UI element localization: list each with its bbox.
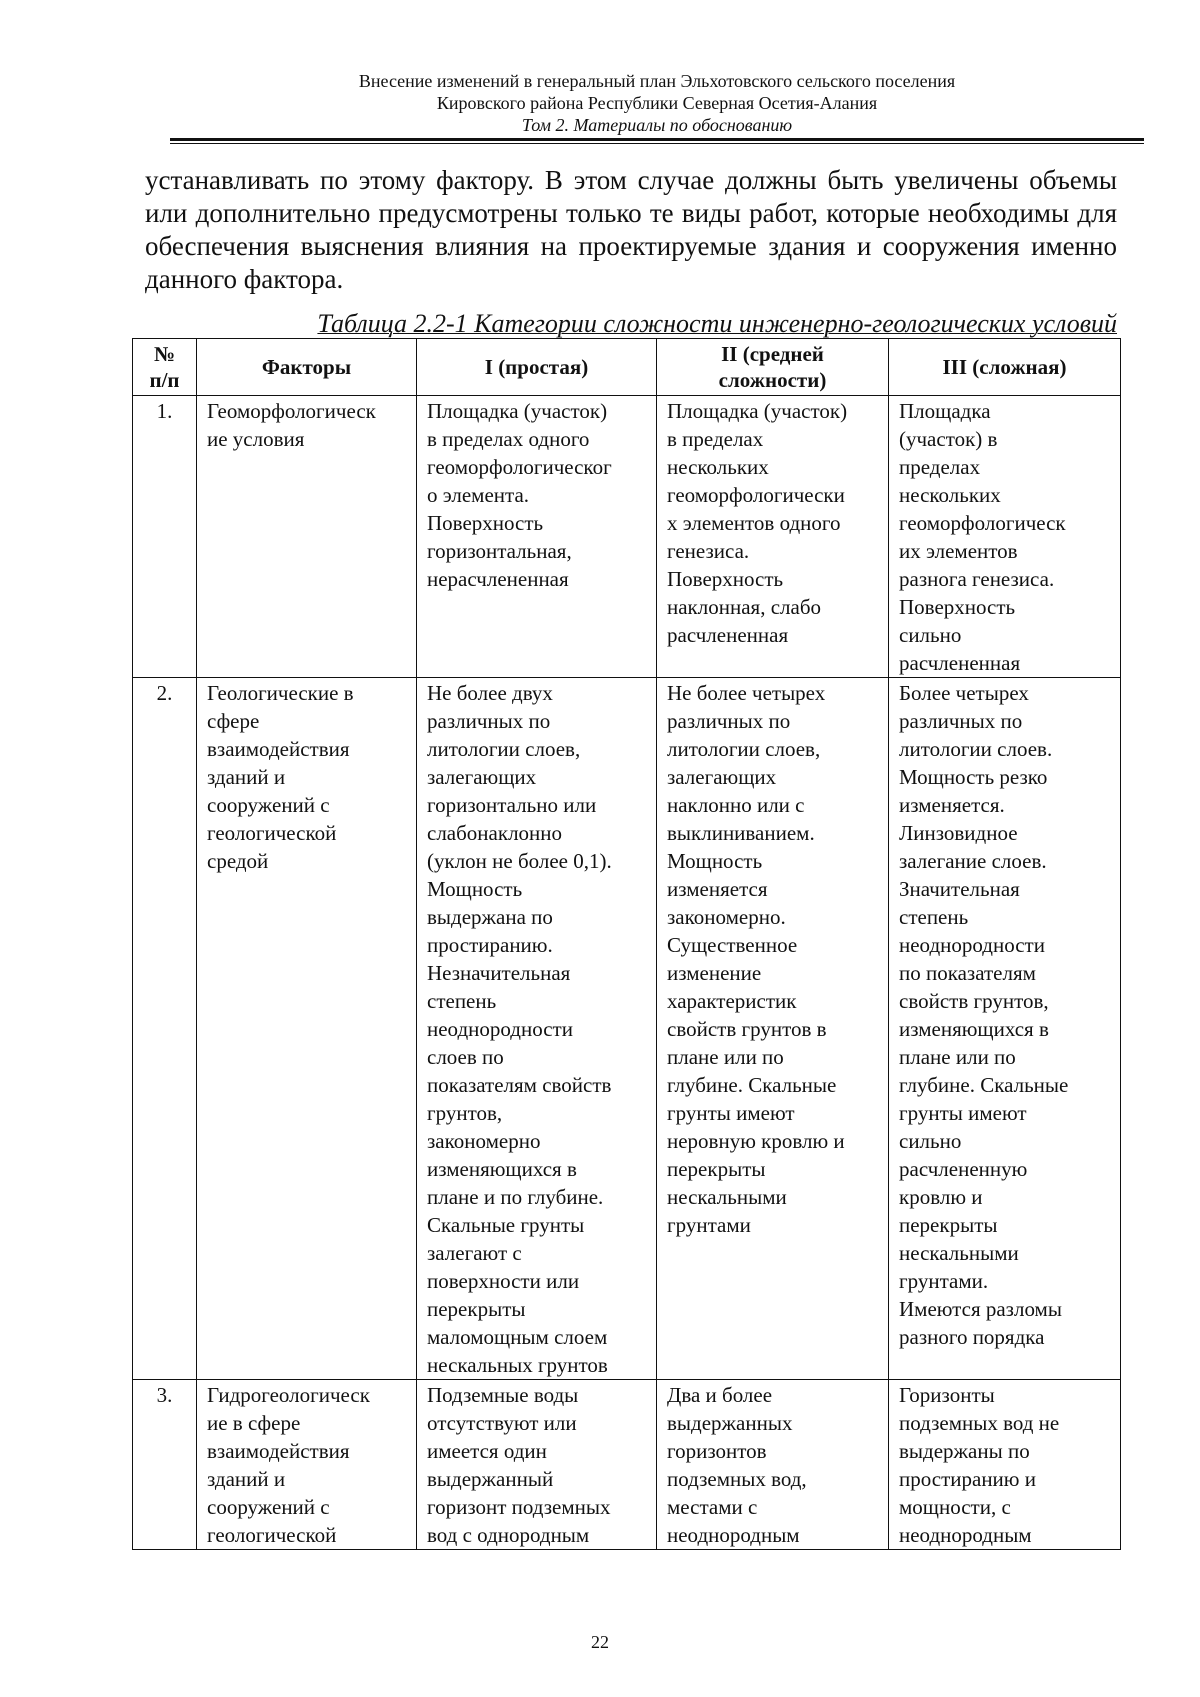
- row-category-simple: Подземные воды отсутствуют или имеется один выдержанный горизонт подземных вод с однородным: [417, 1380, 657, 1550]
- intro-paragraph: устанавливать по этому фактору. В этом случае должны быть увеличены объемы или дополнительно предусмотрены только те виды работ, которые необходимы для обеспечения выяснения влияния на проектируемые здания и сооружения именно данного фактора.: [145, 165, 1117, 294]
- header-num: № п/п: [133, 339, 197, 396]
- row-category-simple: Не более двух различных по литологии слоев, залегающих горизонтально или слабонаклонно (уклон не более 0,1). Мощность выдержана по простиранию. Незначительная степень неоднородности слоев по показателям свойств грунтов, закономерно изменяющихся в плане и по глубине. Скальные грунты залегают с поверхности или перекрыты маломощным слоем нескальных грунтов: [417, 678, 657, 1380]
- row-factor: Гидрогеологическ ие в сфере взаимодействия зданий и сооружений с геологической: [197, 1380, 417, 1550]
- row-number: 3.: [133, 1380, 197, 1550]
- row-category-medium: Не более четырех различных по литологии слоев, залегающих наклонно или с выклиниванием. Мощность изменяется закономерно. Существенное изменение характеристик свойств грунтов в плане или по глубине. Скальные грунты имеют неровную кровлю и перекрыты нескальными грунтами: [657, 678, 889, 1380]
- row-category-complex: Более четырех различных по литологии слоев. Мощность резко изменяется. Линзовидное залегание слоев. Значительная степень неоднородности по показателям свойств грунтов, изменяющихся в плане или по глубине. Скальные грунты имеют сильно расчлененную кровлю и перекрыты нескальными грунтами. Имеются разломы разного порядка: [889, 678, 1121, 1380]
- header-category-complex: III (сложная): [889, 339, 1121, 396]
- header-divider-thin: [170, 143, 1144, 144]
- header-title-line1: Внесение изменений в генеральный план Эльхотовского сельского поселения: [358, 71, 956, 91]
- table-caption: [145, 309, 1117, 339]
- header-title-line2: Кировского района Республики Северная Осетия-Алания: [436, 93, 878, 113]
- page-number: 22: [591, 1632, 609, 1652]
- header-volume-line: Том 2. Материалы по обоснованию: [521, 115, 793, 135]
- row-category-medium: Площадка (участок) в пределах нескольких геоморфологически х элементов одного генезиса. Поверхность наклонная, слабо расчлененная: [657, 396, 889, 678]
- row-number: 2.: [133, 678, 197, 1380]
- header-category-medium: II (средней сложности): [657, 339, 889, 396]
- table-row: [133, 678, 1121, 1380]
- row-factor: Геологические в сфере взаимодействия зданий и сооружений с геологической средой: [197, 678, 417, 1380]
- table-row: [133, 1380, 1121, 1550]
- table-header-row: [133, 339, 1121, 396]
- row-category-simple: Площадка (участок) в пределах одного геоморфологическог о элемента. Поверхность горизонтальная, нерасчлененная: [417, 396, 657, 678]
- header-divider-thick: [170, 138, 1144, 141]
- row-factor: Геоморфологическ ие условия: [197, 396, 417, 678]
- document-header: [170, 70, 1144, 136]
- row-category-complex: Горизонты подземных вод не выдержаны по простиранию и мощности, с неоднородным: [889, 1380, 1121, 1550]
- table-row: [133, 396, 1121, 678]
- row-category-complex: Площадка (участок) в пределах нескольких геоморфологическ их элементов разнога генезиса. Поверхность сильно расчлененная: [889, 396, 1121, 678]
- header-category-simple: I (простая): [417, 339, 657, 396]
- row-number: 1.: [133, 396, 197, 678]
- table-caption-text: Таблица 2.2-1 Категории сложности инженерно-геологических условий: [317, 309, 1117, 338]
- header-factors: Факторы: [197, 339, 417, 396]
- complexity-categories-table: [132, 338, 1121, 1550]
- row-category-medium: Два и более выдержанных горизонтов подземных вод, местами с неоднородным: [657, 1380, 889, 1550]
